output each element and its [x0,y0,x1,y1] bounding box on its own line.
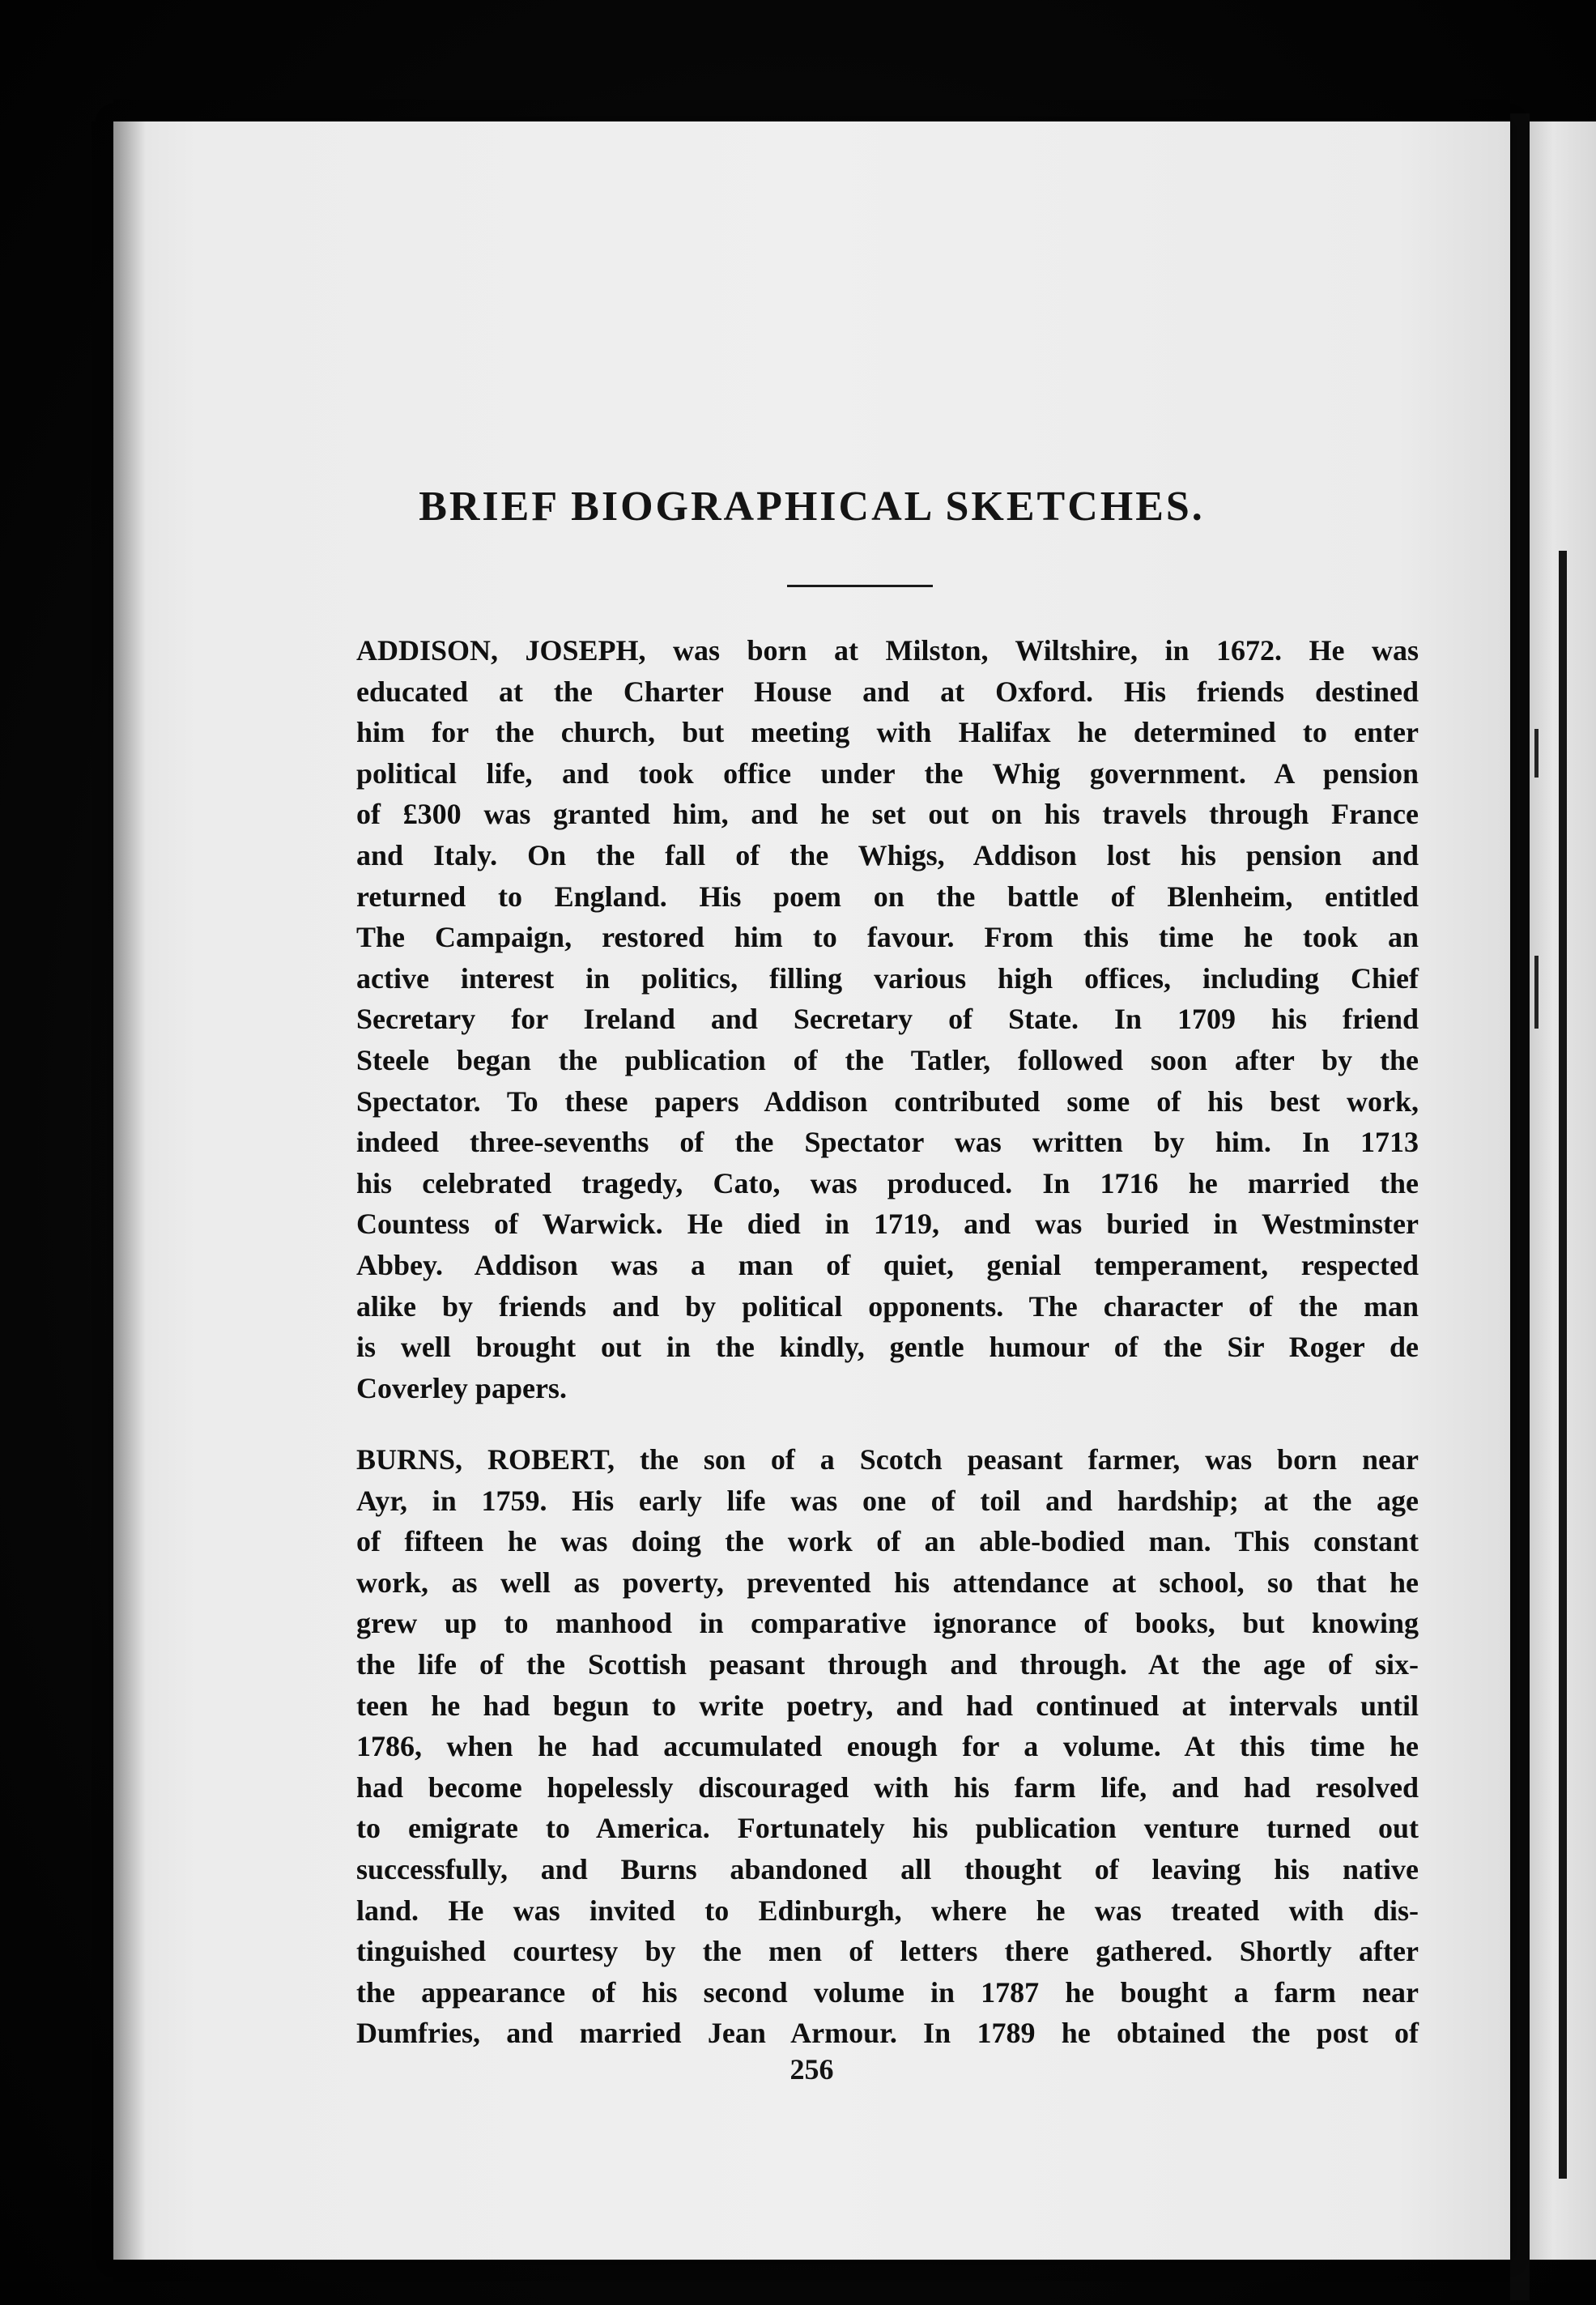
entry-addison [356,630,1419,1408]
text-line: Steele began the publication of the Tatler, followed soon after by the [356,1043,1419,1076]
adjacent-page-mark [1534,956,1539,1029]
text-line: political life, and took office under the Whig government. A pension [356,756,1419,790]
text-line: of £300 was granted him, and he set out on his travels through France [356,798,1419,831]
book-spine-shadow [1510,113,1530,2300]
text-line: is well brought out in the kindly, gentle humour of the Sir Roger de [356,1331,1419,1364]
text-line: Secretary for Ireland and Secretary of State. In 1709 his friend [356,1003,1419,1036]
text-line: tinguished courtesy by the men of letters there gathered. Shortly after [356,1935,1419,1968]
text-line: Spectator. To these papers Addison contributed some of his best work, [356,1084,1419,1118]
text-line: alike by friends and by political opponents. The character of the man [356,1289,1419,1323]
text-line: BURNS, ROBERT, the son of a Scotch peasant farmer, was born near [356,1443,1419,1476]
adjacent-page-mark [1534,729,1539,778]
text-line: Coverley papers. [356,1371,567,1404]
text-line: had become hopelessly discouraged with his farm life, and had resolved [356,1770,1419,1804]
text-line: educated at the Charter House and at Oxford. His friends destined [356,675,1419,708]
text-line: The Campaign, restored him to favour. From this time he took an [356,921,1419,954]
text-line: grew up to manhood in comparative ignorance of books, but knowing [356,1607,1419,1640]
page-title: BRIEF BIOGRAPHICAL SKETCHES. [419,484,1205,530]
text-line: Ayr, in 1759. His early life was one of toil and hardship; at the age [356,1484,1419,1517]
text-line: ADDISON, JOSEPH, was born at Milston, Wiltshire, in 1672. He was [356,634,1419,667]
text-line: teen he had begun to write poetry, and had continued at intervals until [356,1689,1419,1722]
title-rule [787,585,933,587]
text-line: work, as well as poverty, prevented his attendance at school, so that he [356,1566,1419,1599]
text-line: him for the church, but meeting with Halifax he determined to enter [356,716,1419,749]
entry-burns [356,1439,1419,2054]
text-line: the life of the Scottish peasant through and through. At the age of six- [356,1647,1419,1681]
text-line: to emigrate to America. Fortunately his publication venture turned out [356,1812,1419,1845]
text-line: his celebrated tragedy, Cato, was produced. In 1716 he married the [356,1166,1419,1199]
text-line: and Italy. On the fall of the Whigs, Addison lost his pension and [356,838,1419,871]
text-line: returned to England. His poem on the battle of Blenheim, entitled [356,880,1419,913]
text-line: land. He was invited to Edinburgh, where he was treated with dis- [356,1894,1419,1927]
text-line: active interest in politics, filling various high offices, including Chief [356,961,1419,995]
adjacent-page-text-edge [1559,551,1567,2179]
text-line: Abbey. Addison was a man of quiet, genial temperament, respected [356,1248,1419,1281]
text-line: successfully, and Burns abandoned all thought of leaving his native [356,1852,1419,1885]
text-line: the appearance of his second volume in 1787 he bought a farm near [356,1975,1419,2009]
text-line: 1786, when he had accumulated enough for a volume. At this time he [356,1730,1419,1763]
text-line: Dumfries, and married Jean Armour. In 1789 he obtained the post of [356,2017,1419,2050]
text-line: indeed three-sevenths of the Spectator was written by him. In 1713 [356,1126,1419,1159]
page-number: 256 [789,2053,834,2086]
text-line: of fifteen he was doing the work of an able-bodied man. This constant [356,1525,1419,1558]
text-line: Countess of Warwick. He died in 1719, and was buried in Westminster [356,1208,1419,1241]
